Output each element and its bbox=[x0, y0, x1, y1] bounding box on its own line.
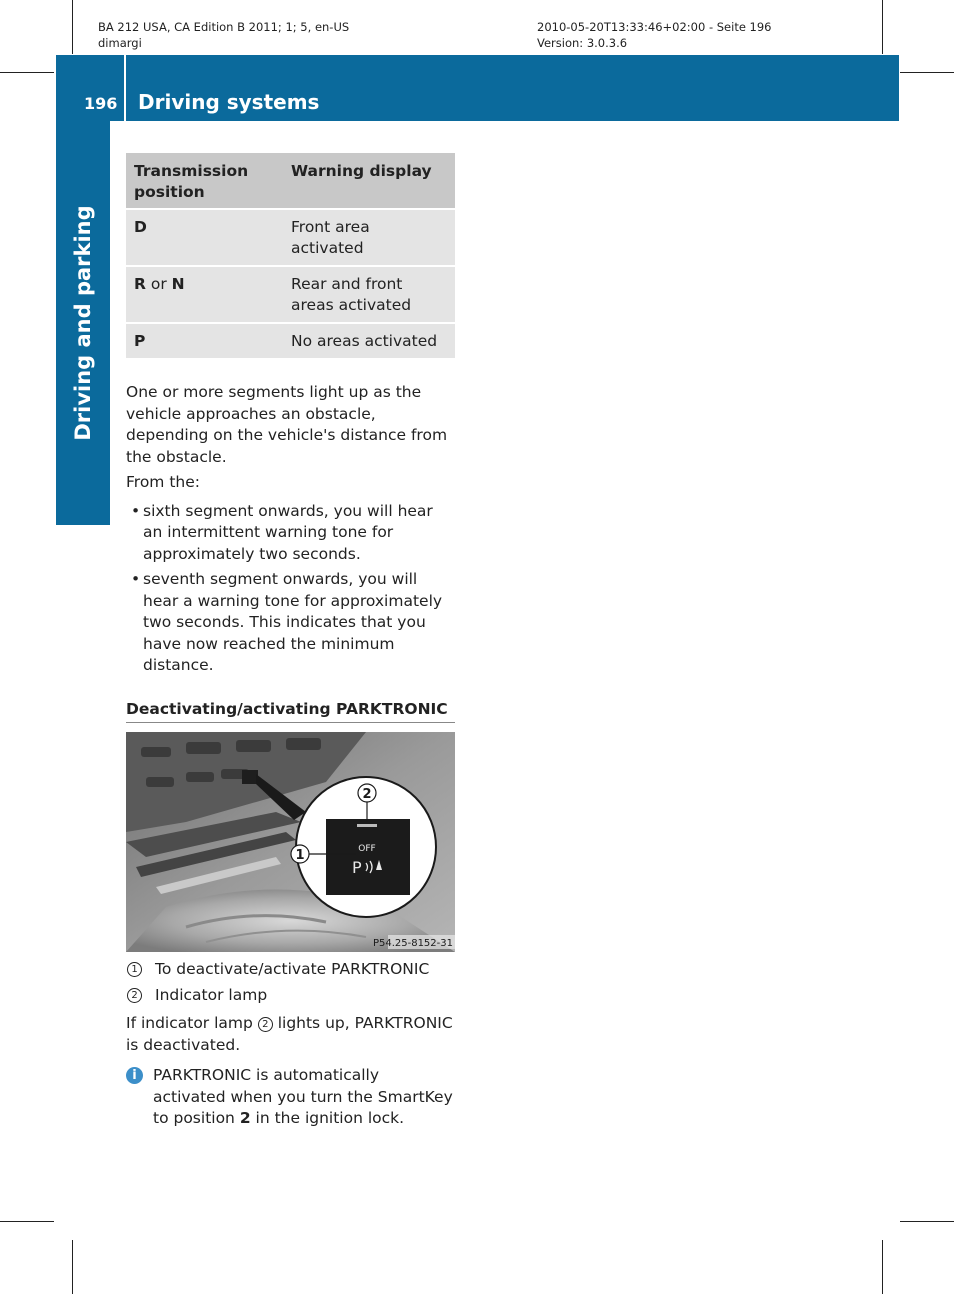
info-text bbox=[143, 1065, 455, 1130]
body-paragraph: One or more segments light up as the vehicle approaches an obstacle, depending on the vehicle's distance from the obstacle. bbox=[126, 383, 448, 466]
table-row bbox=[126, 266, 455, 323]
meta-right-line1: 2010-05-20T13:33:46+02:00 - Seite 196 bbox=[537, 20, 772, 34]
legend-item bbox=[126, 959, 455, 981]
position-value: P bbox=[134, 332, 146, 350]
crop-mark bbox=[900, 1221, 954, 1222]
crop-mark bbox=[0, 1221, 54, 1222]
indicator-lamp-icon bbox=[357, 824, 377, 827]
position-value: N bbox=[171, 275, 185, 293]
legend bbox=[126, 959, 455, 1006]
callout-2: 2 bbox=[362, 787, 372, 802]
callout-1: 1 bbox=[295, 848, 305, 863]
page-number: 196 bbox=[84, 94, 118, 113]
crop-mark bbox=[0, 72, 54, 73]
button-p-symbol: P bbox=[352, 858, 362, 877]
list-item bbox=[126, 569, 455, 677]
info-text-part: in the ignition lock. bbox=[250, 1109, 405, 1127]
parktronic-button-icon bbox=[326, 819, 410, 895]
position-connector: or bbox=[145, 275, 172, 293]
info-text-part: PARKTRONIC is automatically activated when you turn the SmartKey to position bbox=[153, 1066, 453, 1127]
legend-number: 1 bbox=[127, 962, 142, 977]
side-tab-label: Driving and parking bbox=[71, 205, 95, 441]
bullet-list bbox=[126, 501, 455, 677]
header-divider bbox=[124, 55, 126, 121]
para-text: If indicator lamp bbox=[126, 1014, 258, 1032]
crop-mark bbox=[72, 0, 73, 54]
bullet-icon: • bbox=[131, 501, 141, 520]
meta-right bbox=[537, 19, 772, 51]
legend-text: Indicator lamp bbox=[155, 985, 268, 1004]
table-cell-position bbox=[126, 266, 283, 323]
table-cell-position bbox=[126, 323, 283, 359]
legend-number: 2 bbox=[127, 988, 142, 1003]
meta-left bbox=[98, 19, 349, 51]
crop-mark bbox=[882, 1240, 883, 1294]
table-cell-display: Front area activated bbox=[283, 209, 455, 266]
crop-mark bbox=[900, 72, 954, 73]
inline-number: 2 bbox=[258, 1017, 273, 1032]
list-item-text: seventh segment onwards, you will hear a warning tone for approximately two seconds. This indicates that you have now reached the minimum distance. bbox=[143, 570, 443, 674]
meta-right-line2: Version: 3.0.3.6 bbox=[537, 36, 628, 50]
table-row bbox=[126, 323, 455, 359]
list-item-text: sixth segment onwards, you will hear an intermittent warning tone for approximately two seconds. bbox=[143, 501, 433, 563]
meta-left-line2: dimargi bbox=[98, 36, 142, 50]
table-cell-position bbox=[126, 209, 283, 266]
table-header-position: Transmission position bbox=[126, 153, 283, 209]
crop-mark bbox=[72, 1240, 73, 1294]
body-paragraph: From the: bbox=[126, 473, 200, 491]
section-title: Driving systems bbox=[138, 90, 320, 114]
parktronic-photo bbox=[126, 732, 455, 952]
button-off-label: OFF bbox=[358, 844, 376, 854]
transmission-table bbox=[126, 153, 455, 360]
info-text-bold: 2 bbox=[239, 1109, 251, 1127]
position-value: D bbox=[134, 218, 147, 236]
position-value: R bbox=[134, 275, 146, 293]
subheading: Deactivating/activating PARKTRONIC bbox=[126, 699, 455, 724]
info-note bbox=[126, 1065, 455, 1130]
table-row bbox=[126, 209, 455, 266]
table-cell-display: Rear and front areas activated bbox=[283, 266, 455, 323]
figure-code: P54.25-8152-31 bbox=[372, 938, 453, 949]
meta-left-line1: BA 212 USA, CA Edition B 2011; 1; 5, en-US bbox=[98, 20, 350, 34]
list-item bbox=[126, 501, 455, 566]
table-cell-display: No areas activated bbox=[283, 323, 455, 359]
table-header-display: Warning display bbox=[283, 153, 455, 209]
console-illustration bbox=[126, 732, 455, 952]
para-text: lights up, PARKTRONIC is deactivated. bbox=[126, 1014, 453, 1054]
main-content bbox=[126, 153, 455, 1130]
crop-mark bbox=[882, 0, 883, 54]
bullet-icon: • bbox=[131, 570, 141, 588]
legend-text: To deactivate/activate PARKTRONIC bbox=[155, 960, 430, 978]
side-tab bbox=[56, 121, 110, 525]
info-icon: i bbox=[126, 1067, 143, 1084]
table-header-row bbox=[126, 153, 455, 209]
body-paragraph bbox=[126, 1013, 455, 1056]
legend-item bbox=[126, 985, 455, 1007]
